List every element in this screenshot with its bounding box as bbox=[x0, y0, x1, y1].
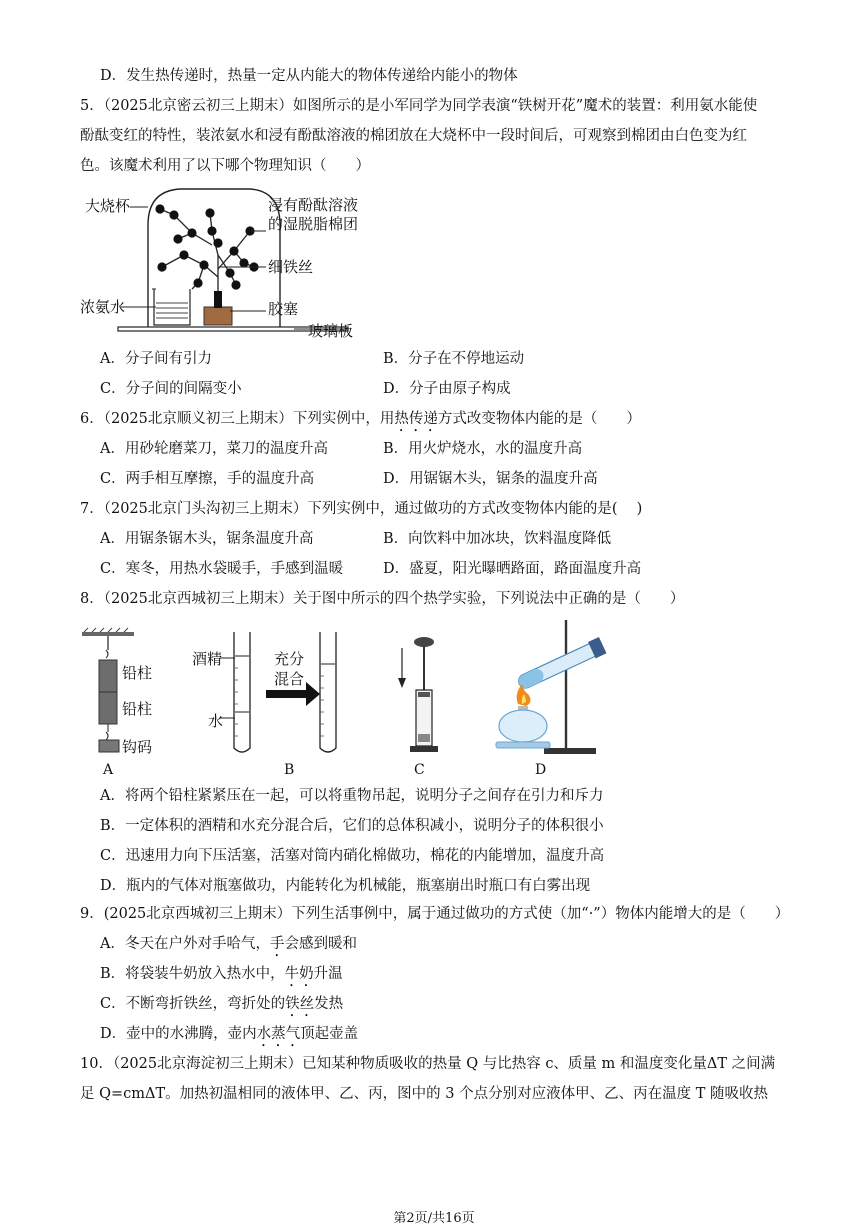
q6-option-d: D．用锯锯木头，锯条的温度升高 bbox=[383, 471, 598, 487]
caption-b: B bbox=[284, 762, 295, 778]
q5-option-a: A．分子间有引力 bbox=[100, 351, 212, 367]
q7-option-d: D．盛夏，阳光曝晒路面，路面温度升高 bbox=[383, 561, 642, 577]
q6-option-c: C．两手相互摩擦，手的温度升高 bbox=[100, 471, 315, 487]
q8-option-a: A．将两个铅柱紧紧压在一起，可以将重物吊起，说明分子之间存在引力和斥力 bbox=[100, 788, 604, 804]
q9-stem: 9．(2025北京西城初三上期末）下列生活事例中，属于通过做功的方式使（加“·”）物体内能增大的是（ ） bbox=[80, 906, 790, 922]
lead-cylinder-bottom bbox=[99, 692, 117, 724]
label-glass-plate: 玻璃板 bbox=[308, 322, 354, 340]
caption-c: C bbox=[414, 762, 425, 778]
q7-option-a: A．用锯条锯木头，锯条温度升高 bbox=[100, 531, 314, 547]
q10-stem-line1: 10．（2025北京海淀初三上期末）已知某种物质吸收的热量 Q 与比热容 c、质量 m 和温度变化量ΔT 之间满 bbox=[80, 1056, 776, 1072]
rubber-plug bbox=[204, 307, 232, 325]
label-cotton-line2: 的湿脱脂棉团 bbox=[268, 215, 359, 233]
q4-option-d: D．发生热传递时，热量一定从内能大的物体传递给内能小的物体 bbox=[100, 68, 518, 84]
q9-c-emphasis: 铁丝 bbox=[285, 996, 315, 1012]
q10-stem-line2: 足 Q=cmΔT。加热初温相同的液体甲、乙、丙，图中的 3 个点分别对应液体甲、乙、丙在温度 T 随吸收热 bbox=[80, 1086, 768, 1102]
caption-a: A bbox=[103, 762, 114, 778]
q9-d-emphasis: 水蒸气 bbox=[256, 1026, 301, 1042]
label-lead-2: 铅柱 bbox=[122, 700, 153, 718]
q5-option-c: C．分子间的间隔变小 bbox=[100, 381, 242, 397]
ammonia-beaker bbox=[154, 289, 190, 325]
q6-stem bbox=[80, 409, 641, 435]
q5-option-d: D．分子由原子构成 bbox=[383, 381, 511, 397]
q6-option-b: B．用火炉烧水，水的温度升高 bbox=[383, 441, 583, 457]
label-iron-wire: 细铁丝 bbox=[268, 258, 314, 276]
q9-c-pre: C．不断弯折铁丝，弯折处的 bbox=[100, 996, 286, 1012]
lead-cylinder-top bbox=[99, 660, 117, 692]
q6-stem-emphasis: 热传递 bbox=[394, 411, 438, 427]
label-water: 水 bbox=[208, 712, 224, 730]
label-mix-line2: 混合 bbox=[274, 670, 305, 688]
q5-stem-line1: 5．（2025北京密云初三上期末）如图所示的是小军同学为同学表演“铁树开花”魔术的装置：利用氨水能使 bbox=[80, 98, 758, 114]
q9-option-b bbox=[100, 964, 343, 990]
caption-d: D bbox=[535, 762, 547, 778]
q5-option-b: B．分子在不停地运动 bbox=[383, 351, 525, 367]
q7-option-c: C．寒冬，用热水袋暖手，手感到温暖 bbox=[100, 561, 344, 577]
q9-b-emphasis: 牛奶 bbox=[284, 966, 314, 982]
label-mix-line1: 充分 bbox=[274, 650, 305, 668]
q9-a-emphasis: 手 bbox=[269, 936, 285, 952]
q6-stem-pre: 6．（2025北京顺义初三上期末）下列实例中，用 bbox=[80, 411, 395, 427]
q6-option-a: A．用砂轮磨菜刀，菜刀的温度升高 bbox=[100, 441, 328, 457]
q8-stem: 8．（2025北京西城初三上期末）关于图中所示的四个热学实验，下列说法中正确的是（ ） bbox=[80, 591, 685, 607]
q7-stem: 7．（2025北京门头沟初三上期末）下列实例中，通过做功的方式改变物体内能的是( ) bbox=[80, 501, 643, 517]
cotton-balls bbox=[155, 204, 258, 289]
label-big-beaker: 大烧杯 bbox=[85, 197, 131, 215]
q8-option-c: C．迅速用力向下压活塞，活塞对筒内硝化棉做功，棉花的内能增加，温度升高 bbox=[100, 848, 605, 864]
q6-stem-post: 方式改变物体内能的是（ ） bbox=[437, 411, 641, 427]
label-hook-weight: 钩码 bbox=[122, 738, 153, 756]
label-lead-1: 铅柱 bbox=[122, 664, 153, 682]
page-footer: 第2页/共16页 bbox=[393, 1211, 475, 1226]
q9-d-pre: D．壶中的水沸腾，壶内 bbox=[100, 1026, 257, 1042]
q9-a-post: 会感到暖和 bbox=[284, 936, 357, 952]
q9-b-post: 升温 bbox=[313, 966, 343, 982]
q8-figure-b bbox=[228, 628, 348, 756]
q9-a-pre: A．冬天在户外对手哈气， bbox=[100, 936, 270, 952]
q9-b-pre: B．将袋装牛奶放入热水中， bbox=[100, 966, 285, 982]
label-rubber-plug: 胶塞 bbox=[268, 300, 299, 318]
hook-weight bbox=[99, 740, 119, 752]
q9-c-post: 发热 bbox=[314, 996, 344, 1012]
q9-option-c bbox=[100, 994, 343, 1020]
q8-figure-d bbox=[496, 618, 616, 758]
q5-stem-line3: 色。该魔术利用了以下哪个物理知识（ ） bbox=[80, 158, 370, 174]
q8-figure-c bbox=[396, 634, 446, 754]
label-alcohol: 酒精 bbox=[192, 650, 223, 668]
q8-option-b: B．一定体积的酒精和水充分混合后，它们的总体积减小，说明分子的体积很小 bbox=[100, 818, 604, 834]
label-ammonia: 浓氨水 bbox=[80, 298, 126, 316]
label-cotton-line1: 浸有酚酞溶液 bbox=[268, 196, 359, 214]
q5-stem-line2: 酚酞变红的特性，装浓氨水和浸有酚酞溶液的棉团放在大烧杯中一段时间后，可观察到棉团由白色变为红 bbox=[80, 128, 747, 144]
q8-option-d: D．瓶内的气体对瓶塞做功，内能转化为机械能，瓶塞崩出时瓶口有白雾出现 bbox=[100, 878, 591, 894]
q7-option-b: B．向饮料中加冰块，饮料温度降低 bbox=[383, 531, 612, 547]
q9-d-post: 顶起壶盖 bbox=[300, 1026, 359, 1042]
q9-option-a bbox=[100, 934, 357, 960]
q9-option-d bbox=[100, 1024, 358, 1050]
